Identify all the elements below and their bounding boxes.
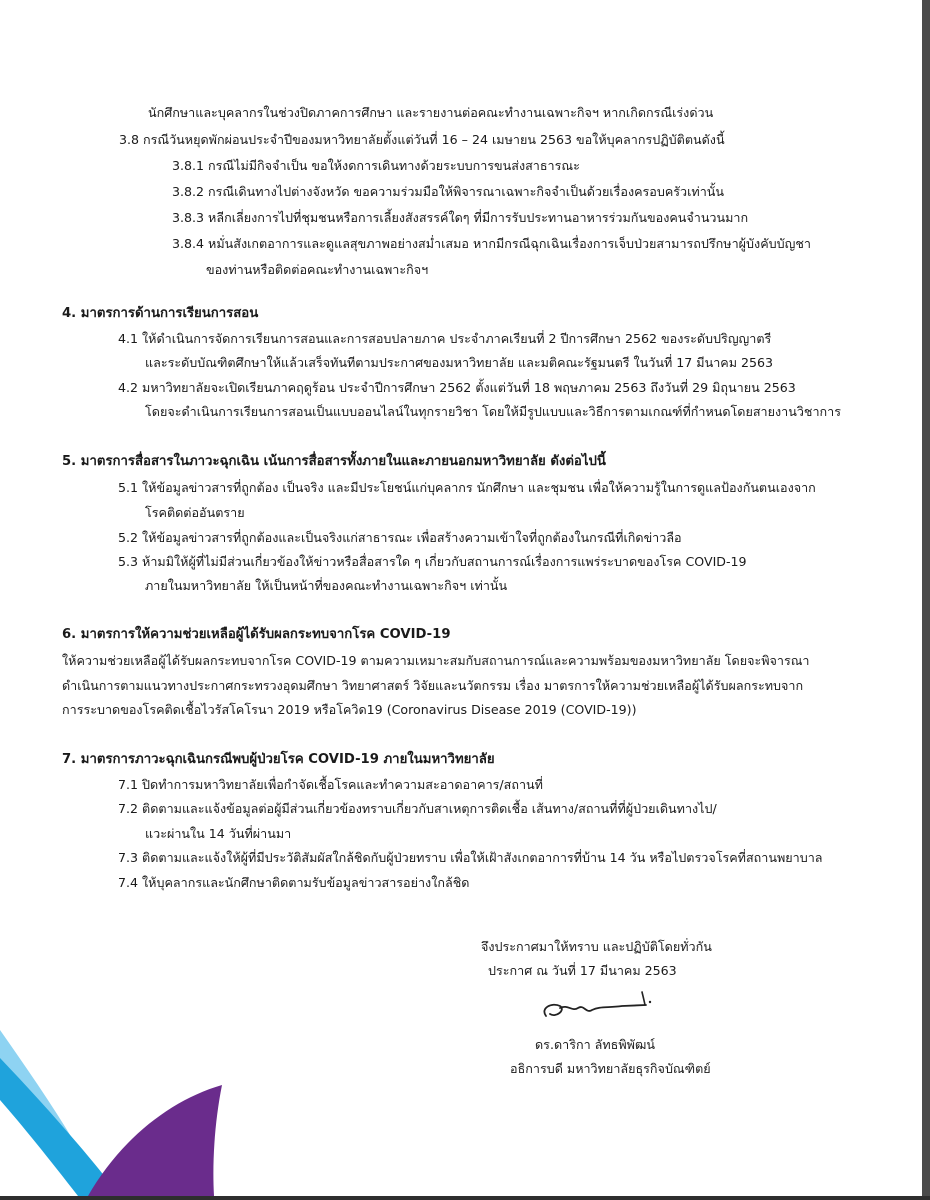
paragraph-line: 7.2 ติดตามและแจ้งข้อมูลต่อผู้มีส่วนเกี่ยวข้องทราบเกี่ยวกับสาเหตุการติดเชื้อ เส้นทาง/สถานที่ที่ผู้ป่วยเดินทางไป/ (118, 801, 717, 816)
paragraph-line: และระดับบัณฑิตศึกษาให้แล้วเสร็จทันทีตามประกาศของมหาวิทยาลัย และมติคณะรัฐมนตรี ในวันที่ 17 มีนาคม 2563 (145, 355, 774, 370)
purple-ribbon (88, 1085, 222, 1196)
paragraph-line: โรคติดต่ออันตราย (145, 505, 245, 520)
paragraph-line: แวะผ่านใน 14 วันที่ผ่านมา (145, 826, 292, 841)
signatory-title: อธิการบดี มหาวิทยาลัยธุรกิจบัณฑิตย์ (510, 1061, 711, 1076)
handwritten-signature (538, 986, 658, 1030)
paragraph-line: 3.8.3 หลีกเลี่ยงการไปที่ชุมชนหรือการเลี้ยงสังสรรค์ใดๆ ที่มีการรับประทานอาหารร่วมกันของคนจำนวนมาก (172, 210, 749, 225)
section-heading-6: 6. มาตรการให้ความช่วยเหลือผู้ได้รับผลกระทบจากโรค COVID-19 (62, 627, 451, 642)
paragraph-line: 7.4 ให้บุคลากรและนักศึกษาติดตามรับข้อมูลข่าวสารอย่างใกล้ชิด (118, 875, 470, 890)
paragraph-line: ภายในมหาวิทยาลัย ให้เป็นหน้าที่ของคณะทำงานเฉพาะกิจฯ เท่านั้น (145, 578, 508, 593)
paragraph-line: 5.3 ห้ามมิให้ผู้ที่ไม่มีส่วนเกี่ยวข้องให้ข่าวหรือสื่อสารใด ๆ เกี่ยวกับสถานการณ์เรื่องการแพร่ระบาดของโรค COVID-19 (118, 554, 747, 569)
blue-ribbon (0, 1058, 120, 1196)
section-heading-5: 5. มาตรการสื่อสารในภาวะฉุกเฉิน เน้นการสื่อสารทั้งภายในและภายนอกมหาวิทยาลัย ดังต่อไปนี้ (62, 454, 606, 469)
paragraph-line: ให้ความช่วยเหลือผู้ได้รับผลกระทบจากโรค COVID-19 ตามความเหมาะสมกับสถานการณ์และความพร้อมของมหาวิทยาลัย โดยจะพิจารณา (62, 653, 810, 668)
paragraph-line: โดยจะดำเนินการเรียนการสอนเป็นแบบออนไลน์ในทุกรายวิชา โดยให้มีรูปแบบและวิธีการตามเกณฑ์ที่กำหนดโดยสายงานวิชาการ (145, 404, 841, 419)
closing-statement: จึงประกาศมาให้ทราบ และปฏิบัติโดยทั่วกัน (481, 939, 712, 954)
paragraph-line: 4.2 มหาวิทยาลัยจะเปิดเรียนภาคฤดูร้อน ประจำปีการศึกษา 2562 ตั้งแต่วันที่ 18 พฤษภาคม 2563 ถึงวันที่ 29 มิถุนายน 2563 (118, 380, 796, 395)
announcement-date: ประกาศ ณ วันที่ 17 มีนาคม 2563 (488, 963, 677, 978)
paragraph-line: ดำเนินการตามแนวทางประกาศกระทรวงอุดมศึกษา วิทยาศาสตร์ วิจัยและนวัตกรรม เรื่อง มาตรการให้ความช่วยเหลือผู้ได้รับผลกระทบจาก (62, 678, 804, 693)
paragraph-line: 5.2 ให้ข้อมูลข่าวสารที่ถูกต้องและเป็นจริงแก่สาธารณะ เพื่อสร้างความเข้าใจที่ถูกต้องในกรณีที่เกิดข่าวลือ (118, 530, 682, 545)
paragraph-line: 7.1 ปิดทำการมหาวิทยาลัยเพื่อกำจัดเชื้อโรคและทำความสะอาดอาคาร/สถานที่ (118, 777, 543, 792)
section-heading-7: 7. มาตรการภาวะฉุกเฉินกรณีพบผู้ป่วยโรค COVID-19 ภายในมหาวิทยาลัย (62, 752, 495, 767)
paragraph-line: นักศึกษาและบุคลากรในช่วงปิดภาคการศึกษา และรายงานต่อคณะทำงานเฉพาะกิจฯ หากเกิดกรณีเร่งด่วน (148, 105, 714, 120)
paragraph-line: 4.1 ให้ดำเนินการจัดการเรียนการสอนและการสอบปลายภาค ประจำภาคเรียนที่ 2 ปีการศึกษา 2562 ของระดับปริญญาตรี (118, 331, 772, 346)
paragraph-line: 5.1 ให้ข้อมูลข่าวสารที่ถูกต้อง เป็นจริง และมีประโยชน์แก่บุคลากร นักศึกษา และชุมชน เพื่อให้ความรู้ในการดูแลป้องกันตนเองจาก (118, 480, 816, 495)
viewer-right-border (922, 0, 930, 1200)
paragraph-line: 3.8.4 หมั่นสังเกตอาการและดูแลสุขภาพอย่างสม่ำเสมอ หากมีกรณีฉุกเฉินเรื่องการเจ็บป่วยสามารถปรึกษาผู้บังคับบัญชา (172, 236, 811, 251)
paragraph-line: ของท่านหรือติดต่อคณะทำงานเฉพาะกิจฯ (206, 262, 429, 277)
paragraph-line: 3.8 กรณีวันหยุดพักผ่อนประจำปีของมหาวิทยาลัยตั้งแต่วันที่ 16 – 24 เมษายน 2563 ขอให้บุคลากรปฏิบัติตนดังนี้ (119, 132, 725, 147)
viewer-bottom-border (0, 1196, 930, 1200)
paragraph-line: 3.8.2 กรณีเดินทางไปต่างจังหวัด ขอความร่วมมือให้พิจารณาเฉพาะกิจจำเป็นด้วยเรื่องครอบครัวเท่านั้น (172, 184, 725, 199)
signatory-name: ดร.ดาริกา ลัทธพิพัฒน์ (535, 1037, 655, 1052)
light-blue-ribbon (0, 1030, 105, 1196)
paragraph-line: 7.3 ติดตามและแจ้งให้ผู้ที่มีประวัติสัมผัสใกล้ชิดกับผู้ป่วยทราบ เพื่อให้เฝ้าสังเกตอาการที่บ้าน 14 วัน หรือไปตรวจโรคที่สถานพยาบาล (118, 850, 823, 865)
section-heading-4: 4. มาตรการด้านการเรียนการสอน (62, 306, 259, 321)
paragraph-line: การระบาดของโรคติดเชื้อไวรัสโคโรนา 2019 หรือโควิด19 (Coronavirus Disease 2019 (COVID-19)) (62, 702, 637, 717)
paragraph-line: 3.8.1 กรณีไม่มีกิจจำเป็น ขอให้งดการเดินทางด้วยระบบการขนส่งสาธารณะ (172, 158, 580, 173)
